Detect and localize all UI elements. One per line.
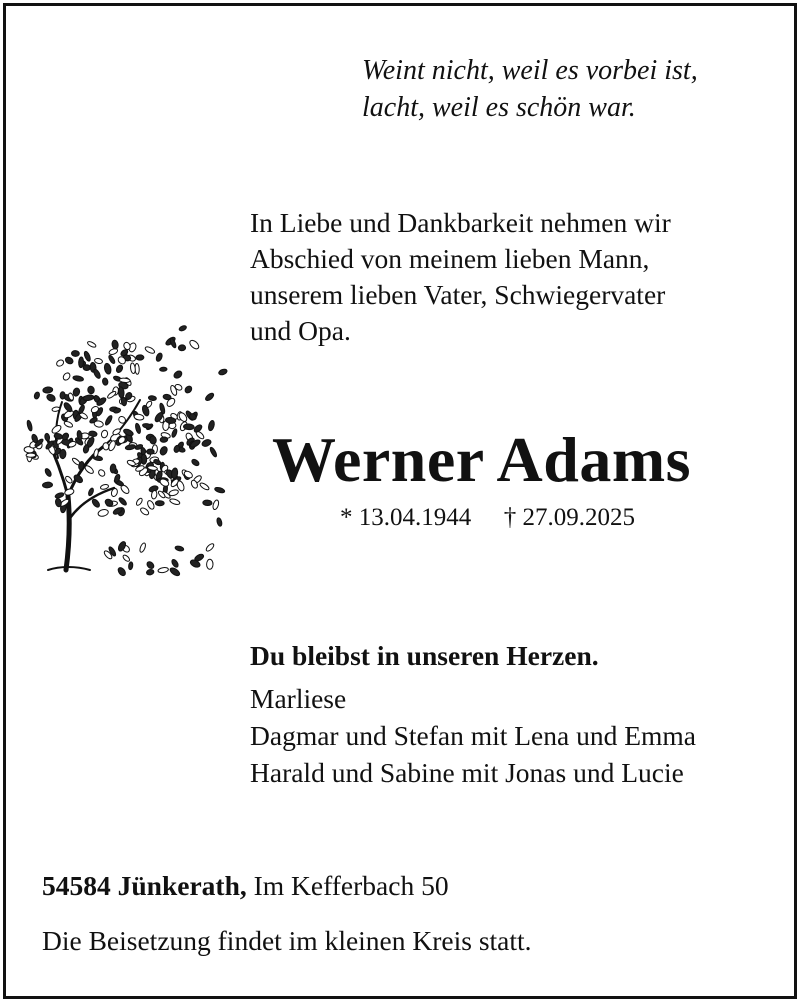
leaf (59, 449, 66, 459)
death-symbol: † (503, 504, 517, 531)
leaf (107, 390, 117, 399)
leaf (208, 420, 216, 431)
leaf (139, 507, 149, 517)
leaf (135, 497, 143, 506)
leaf (64, 356, 74, 365)
leaf (191, 458, 200, 467)
intro-line-1: In Liebe und Dankbarkeit nehmen wir (250, 207, 671, 238)
leaf (149, 435, 157, 444)
intro-text (250, 205, 671, 349)
leaf (207, 559, 214, 569)
family-member: Marliese (250, 683, 347, 714)
leaf (199, 482, 210, 491)
leaf (178, 325, 187, 332)
death-date: 27.09.2025 (522, 504, 635, 531)
deceased-name: Werner Adams (272, 424, 692, 495)
leaf (26, 420, 33, 431)
family-member: Harald und Sabine mit Jonas und Lucie (250, 757, 684, 788)
leaf (92, 368, 101, 379)
intro-line-3: unserem lieben Vater, Schwiegervater (250, 279, 666, 310)
leaf (83, 365, 90, 371)
intro-line-4: und Opa. (250, 315, 351, 346)
leaf (94, 420, 104, 428)
leaf (184, 385, 193, 394)
life-dates (340, 504, 635, 532)
leaf (60, 392, 65, 400)
leaf (55, 359, 64, 368)
leaf (78, 357, 83, 368)
leaf (63, 420, 73, 428)
leaf (46, 393, 57, 403)
leaf (88, 487, 95, 496)
leaf (158, 567, 169, 574)
leaf (83, 444, 90, 453)
birth-date: 13.04.1944 (358, 504, 472, 531)
leaf (159, 445, 169, 456)
motto-quote (362, 52, 698, 126)
windblown-tree-icon (18, 318, 233, 580)
leaf (119, 378, 130, 383)
leaf (62, 372, 71, 382)
motto-line-2: lacht, weil es schön war. (362, 92, 636, 123)
leaf (44, 468, 52, 478)
leaf (123, 428, 134, 437)
leaf (188, 339, 200, 351)
leaf (169, 498, 180, 506)
leaf (146, 569, 154, 576)
leaf (84, 464, 95, 474)
leaf (122, 554, 131, 562)
leaf (214, 486, 225, 493)
leaf (118, 387, 125, 399)
leaf (42, 482, 52, 488)
leaf (136, 355, 144, 361)
leaf (144, 346, 155, 355)
leaf (160, 437, 168, 443)
leaf (146, 560, 156, 569)
leaf (97, 509, 109, 518)
leaf (33, 391, 40, 399)
family-member: Dagmar und Stefan mit Lena und Emma (250, 720, 696, 751)
leaf (146, 500, 155, 511)
leaf (71, 350, 79, 356)
address-place: 54584 Jünkerath, (42, 870, 247, 901)
leaf (212, 499, 220, 510)
birth-symbol: * (340, 504, 353, 531)
leaf (134, 413, 145, 420)
leaf (104, 415, 113, 426)
leaf (173, 445, 180, 454)
leaf (216, 517, 223, 526)
leaf (183, 424, 194, 430)
leaf (72, 387, 80, 397)
leaf (193, 423, 203, 433)
leaf (201, 438, 212, 447)
leaf (175, 545, 185, 552)
leaf (173, 370, 184, 380)
motto-line-1: Weint nicht, weil es vorbei ist, (362, 55, 698, 86)
leaf (88, 430, 97, 437)
family-list (250, 680, 696, 791)
leaf (139, 542, 147, 553)
leaf (155, 501, 164, 506)
closing-motto: Du bleibst in unseren Herzen. (250, 640, 599, 671)
leaf (171, 428, 178, 438)
leaf (125, 444, 136, 450)
leaf (83, 394, 95, 401)
leaf (203, 500, 212, 506)
leaf (209, 446, 218, 457)
leaf (91, 498, 101, 508)
leaf (165, 417, 176, 424)
leaf (63, 401, 74, 413)
leaf (128, 562, 133, 570)
leaf (44, 433, 50, 441)
leaf (160, 367, 168, 371)
leaf (55, 492, 65, 499)
leaf (117, 566, 127, 577)
leaf (178, 345, 186, 351)
leaf (204, 392, 215, 402)
leaf (101, 429, 109, 438)
intro-line-2: Abschied von meinem lieben Mann, (250, 243, 650, 274)
leaf (108, 354, 116, 364)
funeral-note: Die Beisetzung findet im kleinen Kreis statt. (42, 925, 532, 956)
leaf (97, 469, 106, 478)
leaf (55, 498, 62, 508)
leaf (94, 358, 103, 364)
leaf (87, 341, 97, 349)
leaf (83, 351, 91, 362)
leaf (205, 542, 215, 552)
leaf (73, 375, 84, 382)
leaf (155, 352, 163, 362)
leaf (147, 449, 155, 454)
leaf (26, 453, 36, 457)
leaf (78, 404, 86, 414)
tree-leaves (24, 325, 228, 577)
leaf (118, 497, 128, 507)
leaf (218, 368, 228, 376)
leaf (148, 395, 157, 401)
leaf (111, 340, 119, 350)
leaf (102, 378, 108, 386)
leaf (171, 558, 180, 568)
leaf (110, 464, 116, 473)
leaf (87, 386, 95, 395)
leaf (135, 423, 142, 434)
leaf (103, 363, 111, 375)
leaf (169, 566, 181, 577)
leaf (43, 387, 53, 394)
address-street: Im Kefferbach 50 (253, 870, 449, 901)
address (42, 870, 449, 902)
leaf (115, 364, 124, 374)
